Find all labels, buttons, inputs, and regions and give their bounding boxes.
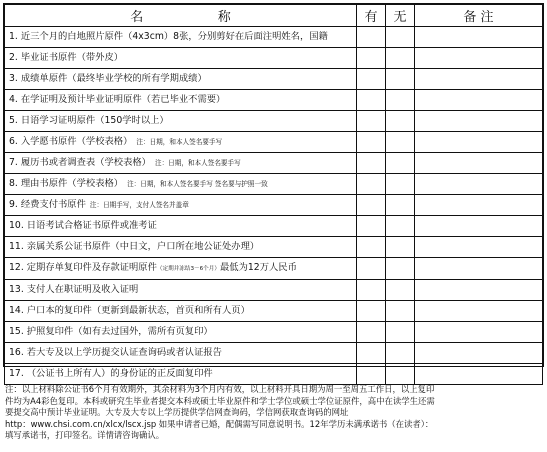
- header-name-char-2: 称: [217, 10, 231, 25]
- table-row: [5, 258, 543, 280]
- row-item-text: 2. 毕业证书原件（带外皮）: [9, 52, 124, 63]
- no-checkbox-cell[interactable]: [386, 237, 415, 258]
- row-item-name: [5, 90, 357, 111]
- row-item-text: 16. 若大专及以上学历提交认证查询码或者认证报告: [9, 347, 222, 358]
- table-row: [5, 153, 543, 174]
- table-row: [5, 280, 543, 301]
- no-checkbox-cell[interactable]: [386, 132, 415, 153]
- row-item-text: 4. 在学证明及预计毕业证明原件（若已毕业不需要）: [9, 94, 226, 105]
- checklist-table-frame: [3, 3, 544, 379]
- row-item-text: 12. 定期存单复印件及存款证明原件: [9, 262, 157, 273]
- no-checkbox-cell[interactable]: [386, 280, 415, 301]
- row-item-text: 13. 支付人在职证明及收入证明: [9, 284, 139, 295]
- row-item-name: [5, 322, 357, 343]
- remarks-cell[interactable]: [415, 69, 543, 90]
- row-item-name: [5, 301, 357, 322]
- remarks-cell[interactable]: [415, 174, 543, 195]
- row-item-text: 5. 日语学习证明原件（150学时以上）: [9, 115, 169, 126]
- row-item-name: [5, 69, 357, 90]
- footer-line-3: 要提交高中预计毕业证明。大专及大专以上学历提供学信网查询码，学信网获取查询码的网址: [5, 407, 349, 417]
- table-row: [5, 90, 543, 111]
- row-item-text: 1. 近三个月的白地照片原件（4x3cm）8张，分别剪好在后面注明姓名，国籍: [9, 31, 328, 42]
- table-header-row: [5, 5, 543, 27]
- no-checkbox-cell[interactable]: [386, 90, 415, 111]
- header-name-char-1: 名: [130, 10, 144, 25]
- row-item-name: [5, 343, 357, 364]
- row-item-small-note: （定期并冻结3－6个月）: [156, 266, 220, 272]
- row-item-note: 注：日期，和本人签名要手写: [154, 159, 241, 167]
- footer-line-1: 注：以上材料除公证书6个月有效期外，其余材料为3个月内有效，以上材料开具日期为周一至周五工作日，以上复印: [5, 384, 435, 394]
- yes-checkbox-cell[interactable]: [357, 174, 386, 195]
- remarks-cell[interactable]: [415, 195, 543, 216]
- yes-checkbox-cell[interactable]: [357, 258, 386, 280]
- row-item-name: [5, 27, 357, 48]
- row-item-name: [5, 237, 357, 258]
- row-item-note: 注：日期，和本人签名要手写: [136, 138, 223, 146]
- table-row: [5, 343, 543, 364]
- row-item-name: [5, 216, 357, 237]
- no-checkbox-cell[interactable]: [386, 343, 415, 364]
- no-checkbox-cell[interactable]: [386, 69, 415, 90]
- row-item-text: 11. 亲属关系公证书原件（中日文，户口所在地公证处办理）: [9, 241, 260, 252]
- table-row: [5, 301, 543, 322]
- no-checkbox-cell[interactable]: [386, 48, 415, 69]
- row-item-note: 注：日期，和本人签名要手写 签名要与护照一致: [127, 180, 268, 188]
- table-row: [5, 174, 543, 195]
- remarks-cell[interactable]: [415, 132, 543, 153]
- remarks-cell[interactable]: [415, 237, 543, 258]
- remarks-cell[interactable]: [415, 216, 543, 237]
- remarks-cell[interactable]: [415, 90, 543, 111]
- yes-checkbox-cell[interactable]: [357, 195, 386, 216]
- row-item-text: 3. 成绩单原件（最终毕业学校的所有学期成绩）: [9, 73, 207, 84]
- row-item-text: 9. 经费支付书原件: [9, 199, 86, 210]
- footer-line-5: 填写承诺书，打印签名。详情请咨询确认。: [5, 430, 165, 440]
- footer-line-4: http：www.chsi.com.cn/xlcx/lscx.jsp 如果申请者已婚，配偶需写同意说明书。12年学历未满承诺书（在读者）：: [5, 418, 434, 429]
- row-item-name: [5, 195, 357, 216]
- table-row: [5, 195, 543, 216]
- remarks-cell[interactable]: [415, 301, 543, 322]
- table-row: [5, 27, 543, 48]
- yes-checkbox-cell[interactable]: [357, 90, 386, 111]
- footer-notes: [5, 384, 543, 442]
- no-checkbox-cell[interactable]: [386, 195, 415, 216]
- row-item-tail: 最低为12万人民币: [219, 262, 297, 273]
- row-item-name: [5, 111, 357, 132]
- row-item-name: [5, 48, 357, 69]
- remarks-cell[interactable]: [415, 258, 543, 280]
- yes-checkbox-cell[interactable]: [357, 153, 386, 174]
- row-item-text: 6. 入学愿书原件（学校表格）: [9, 136, 133, 147]
- yes-checkbox-cell[interactable]: [357, 322, 386, 343]
- no-checkbox-cell[interactable]: [386, 216, 415, 237]
- table-row: [5, 69, 543, 90]
- table-row: [5, 111, 543, 132]
- row-item-text: 10. 日语考试合格证书原件或准考证: [9, 220, 157, 231]
- no-checkbox-cell[interactable]: [386, 364, 415, 385]
- yes-checkbox-cell[interactable]: [357, 343, 386, 364]
- no-checkbox-cell[interactable]: [386, 27, 415, 48]
- row-item-text: 14. 户口本的复印件（更新到最新状态，首页和所有人页）: [9, 305, 250, 316]
- row-item-note: 注：日期手写，支付人签名并盖章: [89, 201, 189, 209]
- remarks-cell[interactable]: [415, 153, 543, 174]
- table-row: [5, 48, 543, 69]
- no-checkbox-cell[interactable]: [386, 322, 415, 343]
- row-item-name: [5, 132, 357, 153]
- row-item-text: 8. 理由书原件（学校表格）: [9, 178, 124, 189]
- header-no: 无: [386, 5, 415, 27]
- materials-checklist-table: [4, 4, 543, 385]
- row-item-text: 17. （公证书上所有人）的身份证的正反面复印件: [9, 368, 213, 379]
- row-item-name: [5, 364, 357, 385]
- no-checkbox-cell[interactable]: [386, 301, 415, 322]
- yes-checkbox-cell[interactable]: [357, 280, 386, 301]
- yes-checkbox-cell[interactable]: [357, 48, 386, 69]
- footer-line-2: 件均为A4彩色复印。本科或研究生毕业者提交本科或硕士毕业原件和学士学位或硕士学位证原件，高中在读学生还需: [5, 395, 435, 406]
- remarks-cell[interactable]: [415, 48, 543, 69]
- yes-checkbox-cell[interactable]: [357, 364, 386, 385]
- remarks-cell[interactable]: [415, 280, 543, 301]
- header-note: 备 注: [415, 5, 543, 27]
- row-item-name: [5, 258, 357, 280]
- row-item-name: [5, 153, 357, 174]
- row-item-name: [5, 174, 357, 195]
- no-checkbox-cell[interactable]: [386, 258, 415, 280]
- yes-checkbox-cell[interactable]: [357, 69, 386, 90]
- remarks-cell[interactable]: [415, 343, 543, 364]
- remarks-cell[interactable]: [415, 27, 543, 48]
- no-checkbox-cell[interactable]: [386, 153, 415, 174]
- row-item-text: 7. 履历书或者调查表（学校表格）: [9, 157, 151, 168]
- table-row: [5, 132, 543, 153]
- header-name: [5, 5, 357, 27]
- no-checkbox-cell[interactable]: [386, 174, 415, 195]
- row-item-text: 15. 护照复印件（如有去过国外，需所有页复印）: [9, 326, 213, 337]
- no-checkbox-cell[interactable]: [386, 111, 415, 132]
- remarks-cell[interactable]: [415, 364, 543, 385]
- row-item-name: [5, 280, 357, 301]
- remarks-cell[interactable]: [415, 322, 543, 343]
- yes-checkbox-cell[interactable]: [357, 27, 386, 48]
- yes-checkbox-cell[interactable]: [357, 132, 386, 153]
- table-row: [5, 237, 543, 258]
- header-yes: 有: [357, 5, 386, 27]
- yes-checkbox-cell[interactable]: [357, 237, 386, 258]
- table-row: [5, 216, 543, 237]
- table-row: [5, 364, 543, 385]
- table-row: [5, 322, 543, 343]
- remarks-cell[interactable]: [415, 111, 543, 132]
- yes-checkbox-cell[interactable]: [357, 111, 386, 132]
- yes-checkbox-cell[interactable]: [357, 301, 386, 322]
- yes-checkbox-cell[interactable]: [357, 216, 386, 237]
- table-body: [5, 27, 543, 385]
